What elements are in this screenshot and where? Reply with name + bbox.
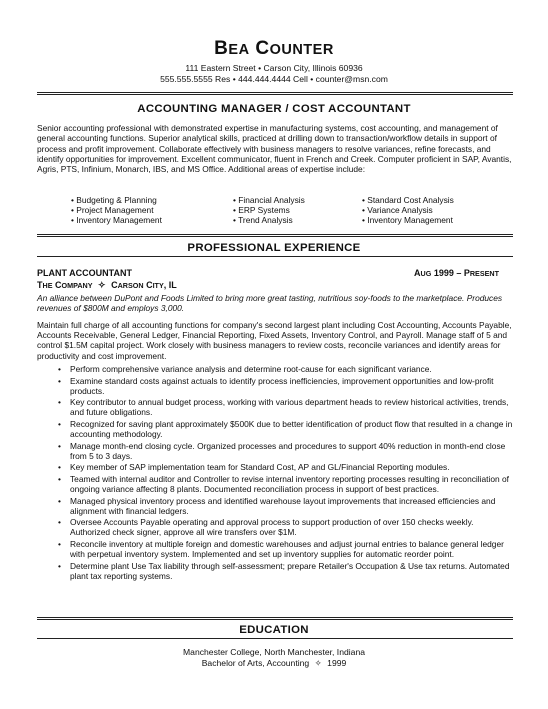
list-item: • Oversee Accounts Payable operating and approval process to support production of over 150 checks weekly. Authorized check signer, approve all wire transfers over $1M.: [58, 517, 513, 537]
list-item: • Recognized for saving plant approximately $500K due to better identification of product flow that resulted in a change in accounting methodology.: [58, 419, 513, 439]
separator-icon: ✧: [314, 658, 322, 668]
experience-title: PROFESSIONAL EXPERIENCE: [187, 242, 361, 254]
candidate-name: [0, 38, 548, 61]
name-first-initial: B: [214, 38, 229, 59]
skill-item: • ERP Systems: [233, 205, 290, 216]
skill-item: • Inventory Management: [362, 215, 453, 226]
job-dates: AUG 1999 – PRESENT: [414, 268, 499, 278]
name-first-rest: EA: [228, 42, 250, 58]
divider: [37, 234, 513, 237]
separator-icon: ✧: [98, 280, 106, 290]
list-item: • Perform comprehensive variance analysis and determine root-cause for each significant variance.: [58, 364, 513, 374]
skill-item: • Standard Cost Analysis: [362, 195, 454, 205]
objective-title: ACCOUNTING MANAGER / COST ACCOUNTANT: [137, 103, 411, 115]
skills-column-3: [362, 195, 454, 226]
list-item: • Teamed with internal auditor and Controller to revise internal inventory reporting processes resulting in reconciliation of ongoing variance affecting 8 plants. Documented reconciliation process in support of best practices.: [58, 474, 513, 494]
divider: [37, 92, 513, 95]
list-item: • Managed physical inventory process and identified warehouse layout improvements that increased efficiencies and alignment with financial ledgers.: [58, 496, 513, 516]
skill-item: • Financial Analysis: [233, 195, 305, 205]
job-company: THE COMPANY ✧ CARSON CITY, IL: [37, 280, 177, 290]
name-last-rest: OUNTER: [269, 42, 334, 58]
achievements-list: [58, 364, 513, 582]
contact-phones-email: 555.555.5555 Res • 444.444.4444 Cell • counter@msn.com: [160, 74, 388, 84]
skill-item: • Variance Analysis: [362, 205, 433, 216]
company-description: An alliance between DuPont and Foods Limited to bring more great tasting, nutritious soy-foods to the marketplace. Produces revenues of $800M and employs 3,000.: [37, 293, 503, 314]
education-degree: Bachelor of Arts, Accounting ✧ 1999: [201, 658, 347, 668]
list-item: • Determine plant Use Tax liability through self-assessment; prepare Retailer's Occupation & Use tax returns. Automated plant tax reporting systems.: [58, 561, 513, 581]
education-title: EDUCATION: [239, 624, 309, 636]
contact-address: 111 Eastern Street • Carson City, Illinois 60936: [185, 63, 363, 73]
job-summary: Maintain full charge of all accounting functions for company's second largest plant including Cost Accounting, Accounts Payable, Accounts Receivable, General Ledger, Financial Reporting, Fixed Assets, Inventory Control, and Payroll. Manage staff of 5 and control $1.5M capital project. Work closely with business managers to review costs, reconcile variances and identify areas for productivity and cost improvement.: [37, 320, 512, 361]
name-last-initial: C: [255, 38, 270, 59]
job-title: PLANT ACCOUNTANT: [37, 268, 132, 278]
skill-item: • Budgeting & Planning: [71, 195, 157, 205]
divider: [37, 256, 513, 257]
list-item: • Key member of SAP implementation team for Standard Cost, AP and GL/Financial Reporting modules.: [58, 462, 513, 472]
divider: [37, 638, 513, 639]
education-school: Manchester College, North Manchester, Indiana: [183, 647, 365, 657]
list-item: • Key contributor to annual budget process, working with various department heads to review historical activities, trends, and future obligations.: [58, 397, 513, 417]
list-item: • Manage month-end closing cycle. Organized processes and procedures to support 40% reduction in month-end close from 5 to 3 days.: [58, 441, 513, 461]
divider: [37, 617, 513, 620]
skill-item: • Project Management: [71, 205, 154, 216]
summary-paragraph: Senior accounting professional with demonstrated expertise in manufacturing systems, cost accounting, and management of general accounting functions. Superior analytical skills, practiced at drilling down to transaction/workflow details in support of process and profit improvement. Collaborate effectively with business managers to resolve variances, refine forecasts, and identify opportunities for improvement. Excellent communicator, fluent in French and Creek. Computer proficient in SAP, Avantis, Agris, PTS, Infinium, Monarch, IBS, and MS Office. Additional areas of expertise include:: [37, 123, 512, 175]
list-item: • Reconcile inventory at multiple foreign and domestic warehouses and adjust journal entries to balance general ledger with perpetual inventory system. Implemented and set up inventory supplies for automatic reorder point.: [58, 539, 513, 559]
skill-item: • Inventory Management: [71, 215, 162, 226]
list-item: • Examine standard costs against actuals to identify process inefficiencies, improvement opportunities and low-profit products.: [58, 376, 513, 396]
skills-column-1: [71, 195, 162, 226]
skills-column-2: [233, 195, 305, 226]
skill-item: • Trend Analysis: [233, 215, 293, 226]
